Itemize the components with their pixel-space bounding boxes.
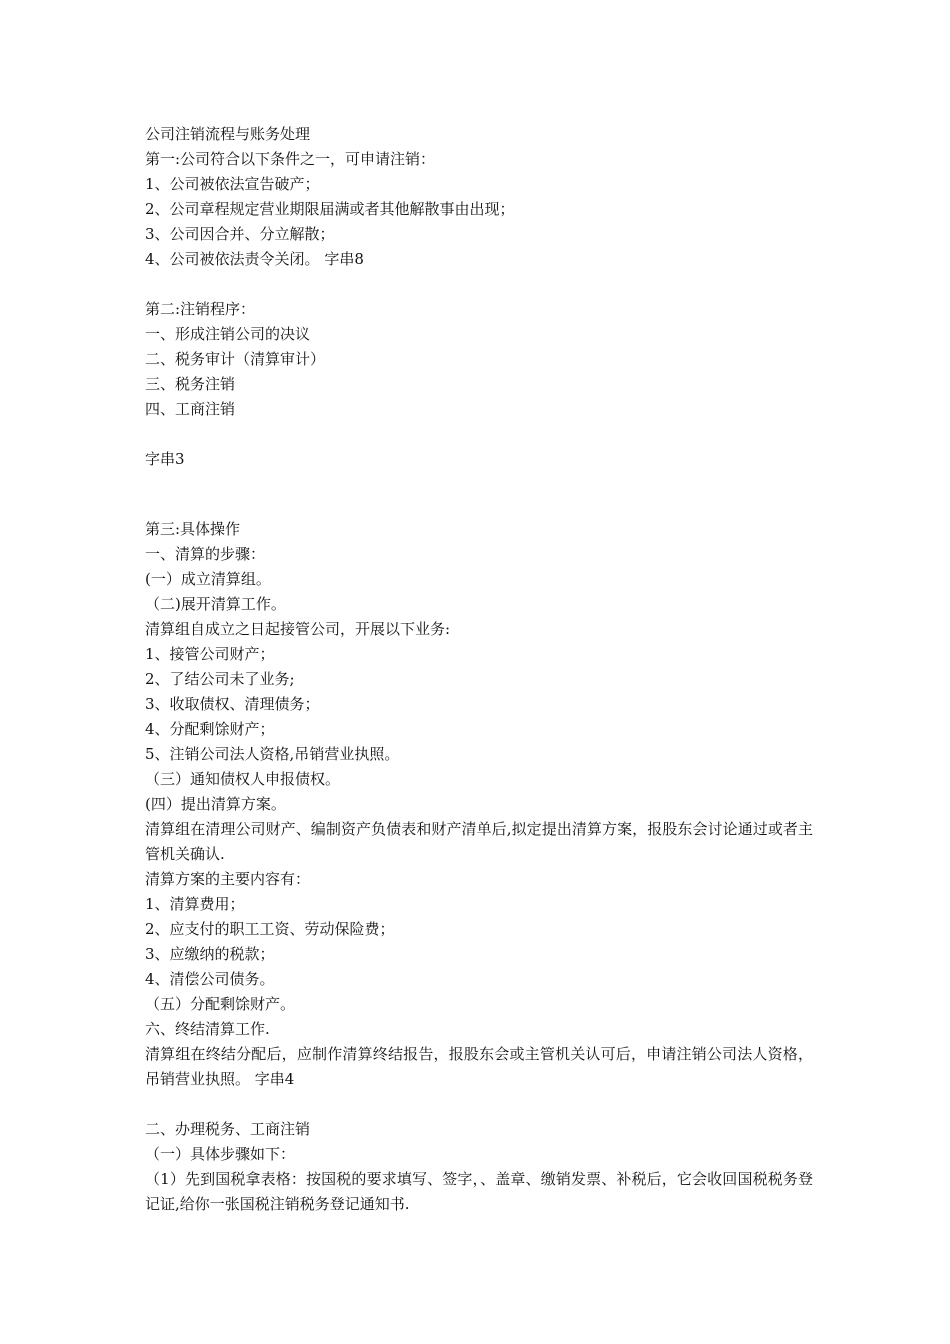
step-line: （二)展开清算工作。 [145,595,286,613]
document-title: 公司注销流程与账务处理 [145,125,311,143]
step-line: (四）提出清算方案。 [145,795,286,813]
section-2-item: 一、形成注销公司的决议 [145,325,311,343]
section-2-item: 二、税务审计（清算审计） [145,350,326,368]
section-4-subheading: （一）具体步骤如下： [145,1145,296,1163]
section-1-item: 1、公司被依法宣告破产； [145,175,320,193]
task-item: 5、注销公司法人资格,吊销营业执照。 [145,745,400,763]
section-1-item: 4、公司被依法责令关闭。 字串8 [145,250,364,268]
section-1-item: 2、公司章程规定营业期限届满或者其他解散事由出现； [145,200,515,218]
task-item: 2、了结公司未了业务; [145,670,295,688]
task-item: 4、分配剩馀财产； [145,720,275,738]
section-2-tag: 字串3 [145,450,185,468]
plan-item: 2、应支付的职工工资、劳动保险费； [145,920,395,938]
tasks-intro: 清算组自成立之日起接管公司，开展以下业务: [145,620,451,638]
step-line: （五）分配剩馀财产。 [145,995,296,1013]
step-line: 六、终结清算工作. [145,1020,270,1038]
plan-paragraph: 清算组在清理公司财产、编制资产负债表和财产清单后,拟定提出清算方案，报股东会讨论通过或者主管机关确认. [145,820,813,863]
section-4-paragraph: （1）先到国税拿表格：按国税的要求填写、签字，、盖章、缴销发票、补税后，它会收回国税税务登记证,给你一张国税注销税务登记通知书. [145,1170,813,1213]
section-1-item: 3、公司因合并、分立解散； [145,225,335,243]
section-4-heading: 二、办理税务、工商注销 [145,1120,311,1138]
section-2-item: 四、工商注销 [145,400,236,418]
task-item: 1、接管公司财产； [145,645,275,663]
task-item: 3、收取债权、清理债务； [145,695,320,713]
section-3-heading: 第三:具体操作 [145,520,241,538]
plan-item: 3、应缴纳的税款； [145,945,275,963]
blank-line [145,272,813,297]
blank-lines [145,472,813,517]
section-1-heading: 第一:公司符合以下条件之一，可申请注销： [145,150,436,168]
step-line: (一）成立清算组。 [145,570,271,588]
plan-intro: 清算方案的主要内容有： [145,870,311,888]
plan-item: 1、清算费用； [145,895,245,913]
blank-line [145,422,813,447]
section-2-item: 三、税务注销 [145,375,236,393]
section-3-subheading: 一、清算的步骤： [145,545,266,563]
step-line: （三）通知债权人申报债权。 [145,770,341,788]
blank-line [145,1092,813,1117]
plan-item: 4、清偿公司债务。 [145,970,275,988]
end-paragraph: 清算组在终结分配后，应制作清算终结报告，报股东会或主管机关认可后，申请注销公司法人资格，吊销营业执照。 字串4 [145,1045,813,1088]
section-2-heading: 第二:注销程序： [145,300,256,318]
document-body [145,122,813,1217]
